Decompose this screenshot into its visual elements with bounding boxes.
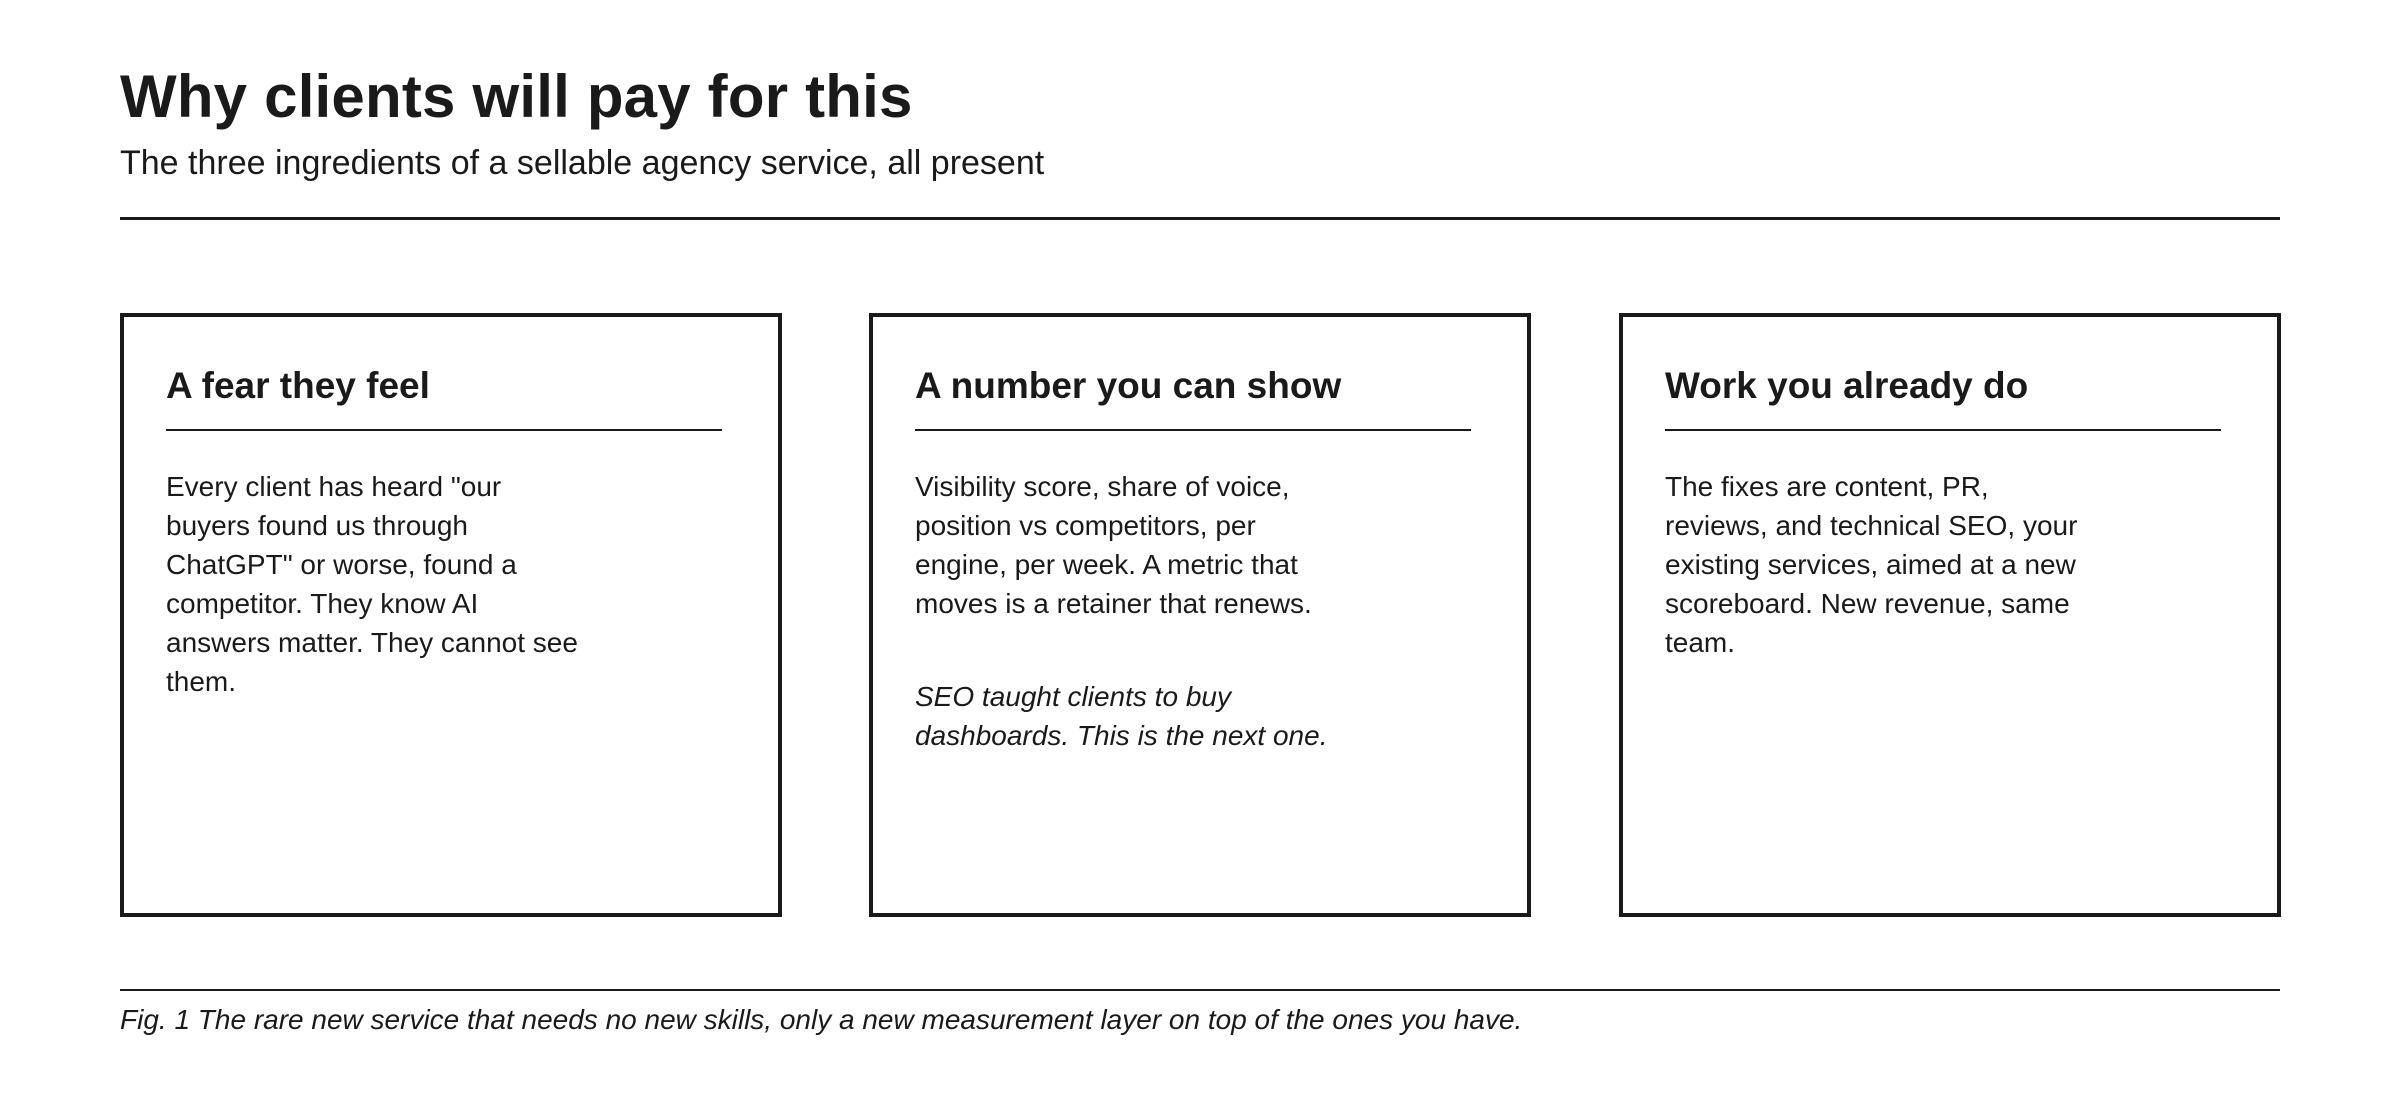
card-divider bbox=[1665, 429, 2221, 431]
figure-caption: Fig. 1 The rare new service that needs no new skills, only a new measurement layer on top of the ones you have. bbox=[120, 1004, 1523, 1035]
card-note: SEO taught clients to buy dashboards. This is the next one. bbox=[915, 681, 1328, 751]
card-heading: A fear they feel bbox=[166, 365, 430, 406]
card-body: Visibility score, share of voice, position vs competitors, per engine, per week. A metric that moves is a retainer that renews. bbox=[915, 471, 1312, 619]
page-title: Why clients will pay for this bbox=[120, 63, 913, 130]
card-fear bbox=[120, 313, 782, 917]
card-heading: Work you already do bbox=[1665, 365, 2029, 406]
page-subtitle: The three ingredients of a sellable agency service, all present bbox=[120, 144, 1045, 182]
header-divider bbox=[120, 217, 2280, 220]
card-body: The fixes are content, PR, reviews, and technical SEO, your existing services, aimed at a new scoreboard. New revenue, same team. bbox=[1665, 471, 2078, 658]
card-work bbox=[1619, 313, 2281, 917]
card-divider bbox=[166, 429, 722, 431]
page bbox=[120, 0, 2280, 1110]
card-body: Every client has heard "our buyers found us through ChatGPT" or worse, found a competitor. They know AI answers matter. They cannot see them. bbox=[166, 471, 578, 697]
card-divider bbox=[915, 429, 1471, 431]
caption-divider bbox=[120, 989, 2280, 991]
card-number bbox=[869, 313, 1531, 917]
card-heading: A number you can show bbox=[915, 365, 1342, 406]
